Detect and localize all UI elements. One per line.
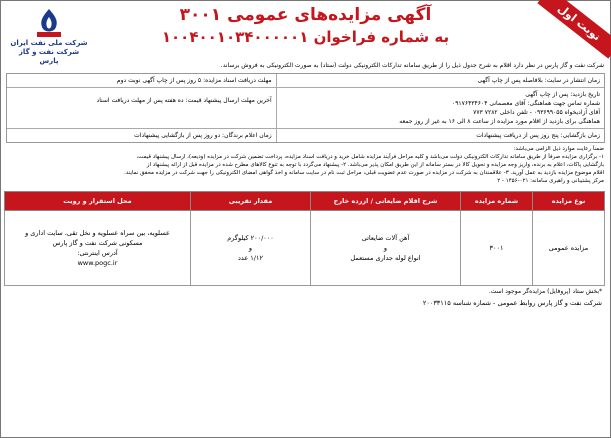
info-row bbox=[7, 74, 604, 88]
note-line: بازگشایی پاکات، اعلام به برنده، واریز وجه مزایده و تحویل کالا در بستر سامانه از این طریق امکان پذیر می‌باشد. ۲- پیشنهاد می‌گردد با توجه به تنوع کالاهای مطرح شده در مزایده قبل از ارائه پیشنهاد از bbox=[146, 162, 604, 168]
publish-date-label: زمان انتشار در سایت: bbox=[544, 77, 600, 84]
notes-section bbox=[1, 143, 610, 191]
col-location: محل استقرار و رویت bbox=[5, 192, 191, 211]
company-logo bbox=[9, 7, 89, 66]
cell-desc bbox=[311, 211, 461, 286]
cell-qty bbox=[191, 211, 311, 286]
cell-number: ۳۰۰۱ bbox=[461, 211, 533, 286]
table-header-row bbox=[5, 192, 605, 211]
location-line: مسکونی شرکت نفت و گاز پارس bbox=[52, 239, 143, 247]
info-row bbox=[7, 88, 604, 129]
cell-type: مزایده عمومی bbox=[533, 211, 605, 286]
visit-info bbox=[276, 88, 604, 128]
desc-line: انواع لوله جداری مستعمل bbox=[350, 254, 421, 262]
qty-line: و bbox=[248, 244, 253, 252]
col-type: نوع مزایده bbox=[533, 192, 605, 211]
visit-line: تاریخ بازدید: پس از چاپ آگهی bbox=[525, 91, 600, 98]
note-line: ضمناً رعایت موارد ذیل الزامی می‌باشد: bbox=[513, 146, 604, 152]
offer-deadline: آخرین مهلت ارسال پیشنهاد قیمت: ده هفته پس از مهلت دریافت اسناد bbox=[96, 97, 272, 104]
items-table bbox=[4, 191, 605, 286]
company-name-2: شرکت نفت و گاز پارس bbox=[18, 48, 80, 65]
col-desc: شرح اقلام ضایعاتی / ازرده خارج bbox=[311, 192, 461, 211]
opening-time: زمان بازگشایی: پنج روز پس از دریافت پیشنهادات bbox=[276, 129, 604, 142]
website-link[interactable]: www.pogc.ir bbox=[77, 259, 118, 267]
intro-text: شرکت نفت و گاز پارس در نظر دارد اقلام به شرح جدول ذیل را از طریق سامانه تدارکات الکترونیکی دولت (ستاد) به صورت الکترونیکی به فروش برساند. bbox=[220, 62, 604, 69]
notice-header bbox=[1, 1, 610, 65]
visit-line: شماره تماس جهت هماهنگی: آقای معصمانی ۰۹۱۷۶۴۳۴۶۰۴ bbox=[451, 100, 600, 107]
table-row bbox=[5, 211, 605, 286]
desc-line: و bbox=[383, 244, 388, 252]
publish-date-value: بلافاصله پس از چاپ آگهی bbox=[477, 77, 543, 84]
info-row bbox=[7, 129, 604, 142]
col-qty: مقدار تقریبی bbox=[191, 192, 311, 211]
announce-time: زمان اعلام برندگان: دو روز پس از بازگشایی پیشنهادات bbox=[134, 132, 272, 139]
note-line: ۱- برگزاری مزایده صرفاً از طریق سامانه تدارکات الکترونیکی دولت می‌باشد و کلیه مراحل فرآیند مزایده شامل خرید و دریافت اسناد مزایده، پرداخت تضمین شرکت در مزایده (ودیعه)، ارسال پیشنهاد قیمت، bbox=[136, 154, 604, 160]
footer-note: *بخش ستاد (پروفایل) مزایده‌گر موجود است. bbox=[488, 288, 602, 295]
publish-date bbox=[276, 74, 604, 87]
doc-deadline: مهلت دریافت اسناد مزایده: ۵ روز پس از چاپ آگهی نوبت دوم bbox=[116, 77, 272, 84]
location-line: عسلویه، بین سراه عسلویه و نخل تقی، سایت اداری و bbox=[25, 229, 170, 237]
qty-line: ۱/۱۲ عدد bbox=[238, 254, 263, 262]
notice-subtitle: به شماره فراخوان ۱۰۰۴۰۰۱۰۳۴۰۰۰۰۰۱ bbox=[161, 28, 450, 46]
ribbon-badge: نوبت اول bbox=[537, 0, 611, 59]
note-line: مرکز پشتیبانی و راهبری سامانه: ۰۲۱-۱۴۵۶ - ۲ bbox=[497, 178, 604, 184]
company-name-1: شرکت ملی نفت ایران bbox=[10, 39, 88, 47]
col-number: شماره مزایده bbox=[461, 192, 533, 211]
desc-line: آهن آلات ضایعاتی bbox=[361, 234, 410, 242]
cell-location bbox=[5, 211, 191, 286]
note-line: اقلام موضوع مزایده بازدید به عمل آورید. ۳- علاقمندان به شرکت در مزایده در صورت عدم عضویت قبلی، مراحل ثبت نام در سایت سامانه و اخذ گواهی امضای الکترونیکی را جهت شرکت در مزایده محقق نمایند. bbox=[124, 170, 604, 176]
visit-line: آقای آزادیخواه ۰۹۳۶۹۹۰۵۵ - تلفن داخلی ۷۲۸۲ ۷۷۳ bbox=[473, 109, 600, 116]
info-box bbox=[6, 73, 605, 143]
notice-title: آگهی مزایده‌های عمومی ۳۰۰۱ bbox=[179, 5, 432, 25]
footer-signature: شرکت نفت و گاز پارس روابط عمومی - شماره شناسه ۲۰۰۳۳۱۱۵ bbox=[422, 299, 602, 307]
nioc-logo-icon bbox=[32, 7, 66, 39]
visit-line: هماهنگی برای بازدید از اقلام مورد مزایده از ساعت ۸ الی ۱۶ به غیر از روز جمعه bbox=[399, 118, 600, 125]
location-line: آدرس اینترنتی: bbox=[77, 249, 118, 257]
qty-line: ۲۰۰/۰۰۰ کیلوگرم bbox=[227, 234, 274, 242]
